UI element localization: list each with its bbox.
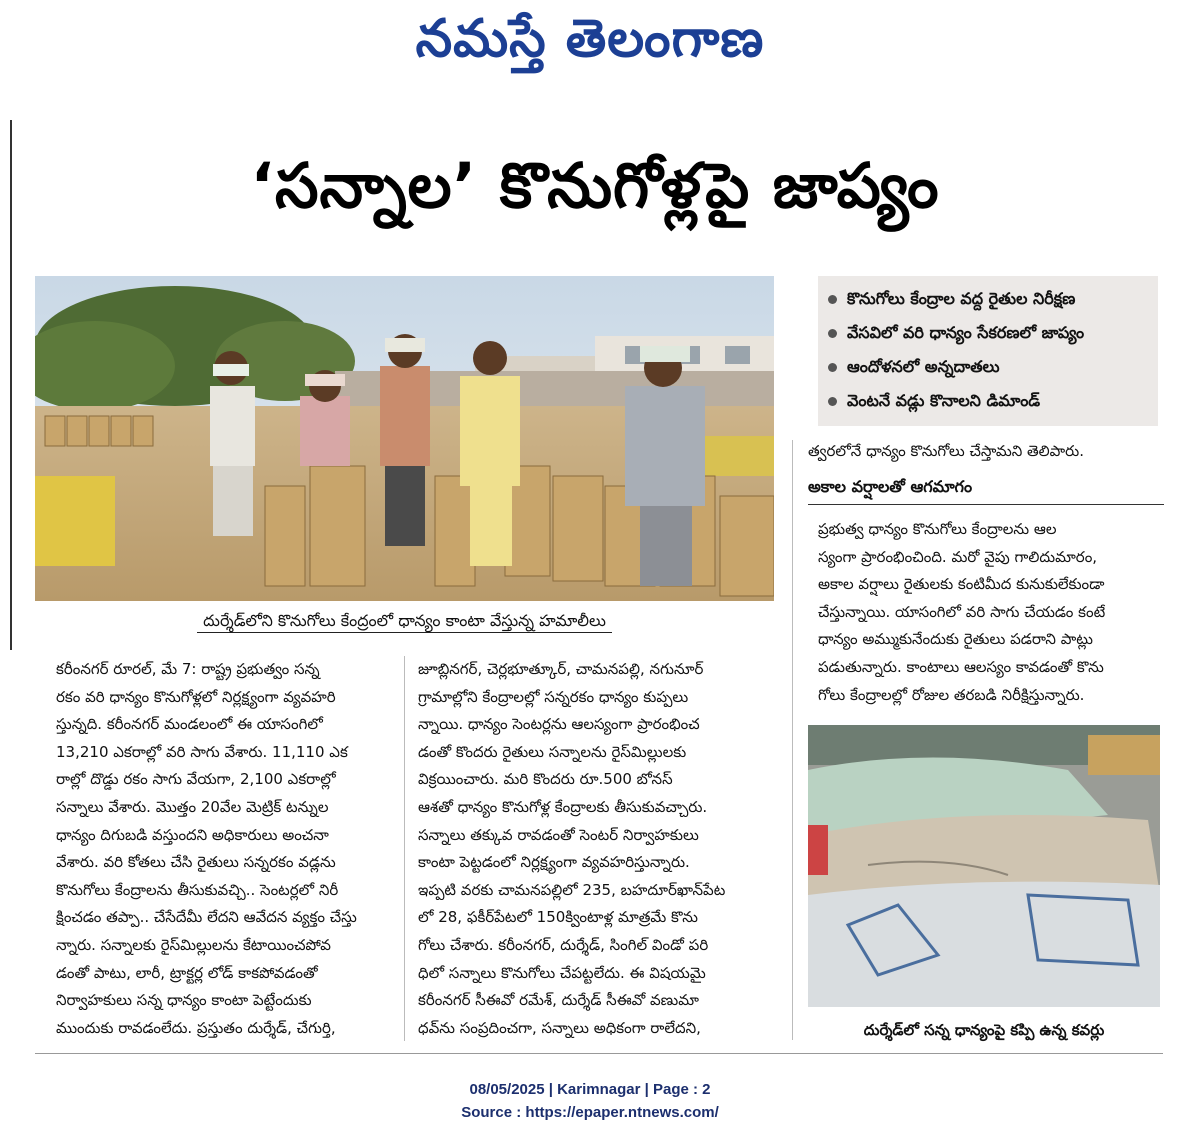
photo-tarps-illustration xyxy=(808,725,1160,1007)
highlight-item xyxy=(828,350,1150,384)
text-line: నిర్వాహకులు సన్న ధాన్యం కాంటా పెట్టేందుకు xyxy=(56,991,312,1010)
text-line: క్షించడం తప్పా.. చేసేదేమీ లేదని ఆవేదన వ్యక్తం చేస్తు xyxy=(56,908,357,927)
highlight-item xyxy=(828,282,1150,316)
text-line: గోలు కేంద్రాలల్లో రోజుల తరబడి నిరీక్షిస్తున్నారు. xyxy=(818,685,1085,704)
text-line: సన్నాలు తక్కువ రావడంతో సెంటర్ నిర్వాహకులు xyxy=(418,825,699,844)
bullet-icon xyxy=(828,329,837,338)
text-line: లో 28, ఫకీర్‌పేటలో 150క్వింటాళ్ల మాత్రమే కొను xyxy=(418,908,698,927)
text-line: వేశారు. వరి కోతలు చేసి రైతులు సన్నరకం వడ్లను xyxy=(56,853,336,872)
text-line: స్యంగా ప్రారంభించింది. మరో వైపు గాలిదుమారం, xyxy=(818,547,1098,566)
text-line: కరీంనగర్ సీఈవో రమేశ్, దుర్శేడ్ సీఈవో వణుమా xyxy=(418,991,699,1010)
text-line: డంతో పాటు, లారీ, ట్రాక్టర్ల లోడ్ కాకపోవడంతో xyxy=(56,963,318,982)
text-line: రాల్లో దొడ్డు రకం సాగు వేయగా, 2,100 ఎకరాల్లో xyxy=(56,770,336,789)
article-column-2 xyxy=(418,656,774,1042)
bullet-icon xyxy=(828,363,837,372)
photo1-caption-text: దుర్శేడ్‌లోని కొనుగోలు కేంద్రంలో ధాన్యం కాంటా వేస్తున్న హమాలీలు xyxy=(197,611,612,633)
highlight-item xyxy=(828,384,1150,418)
column-divider xyxy=(404,656,405,1041)
text-line: 13,210 ఎకరాల్లో వరి సాగు వేశారు. 11,110 ఎక xyxy=(56,742,348,761)
text-line: ముందుకు రావడంలేదు. ప్రస్తుతం దుర్శేడ్, చేగుర్తి, xyxy=(56,1018,336,1037)
footer-date-edition: 08/05/2025 | Karimnagar | Page : 2 xyxy=(469,1081,711,1098)
text-line: అకాల వర్షాలు రైతులకు కంటిమీద కునుకులేకుండా xyxy=(818,575,1105,594)
col3-top-line: త్వరలోనే ధాన్యం కొనుగోలు చేస్తామని తెలిపారు. xyxy=(808,442,1084,460)
headline: ‘సన్నాల’ కొనుగోళ్లపై జాప్యం xyxy=(250,149,940,222)
text-line: సన్నాలు వేశారు. మొత్తం 20వేల మెట్రిక్ టన్నుల xyxy=(56,797,329,816)
text-line: కొనుగోలు కేంద్రాలను తీసుకువచ్చి.. సెంటర్లలో నిరీ xyxy=(56,880,339,899)
highlight-text: వెంటనే వడ్లు కొనాలని డిమాండ్ xyxy=(847,391,1041,410)
bullet-icon xyxy=(828,397,837,406)
text-line: న్నారు. సన్నాలకు రైస్‌మిల్లులను కేటాయించపోవ xyxy=(56,935,331,954)
text-line: కాంటా పెట్టడంలో నిర్లక్ష్యంగా వ్యవహరిస్తున్నారు. xyxy=(418,853,690,872)
text-line: డంతో కొందరు రైతులు సన్నాలను రైస్‌మిల్లులకు xyxy=(418,742,687,761)
footer-source: Source : https://epaper.ntnews.com/ xyxy=(461,1104,719,1121)
text-line: ధిలో సన్నాలు కొనుగోలు చేపట్టలేదు. ఈ విషయమై xyxy=(418,963,706,982)
highlight-text: ఆందోళనలో అన్నదాతలు xyxy=(847,357,1000,376)
left-rule xyxy=(10,120,12,650)
photo2-caption: దుర్శేడ్‌లో సన్న ధాన్యంపై కప్పి ఉన్న కవర్లు xyxy=(863,1021,1105,1039)
text-line: ఆశతో ధాన్యం కొనుగోళ్ల కేంద్రాలకు తీసుకువచ్చారు. xyxy=(418,797,708,816)
subheading: అకాల వర్షాలతో ఆగమాగం xyxy=(808,473,1164,505)
photo1-caption xyxy=(35,606,774,636)
text-line: విక్రయించారు. మరి కొందరు రూ.500 బోనస్ xyxy=(418,770,673,789)
photo-farmers-illustration xyxy=(35,276,774,601)
text-line: చేస్తున్నాయి. యాసంగిలో వరి సాగు చేయడం కంటే xyxy=(818,602,1106,621)
highlight-item xyxy=(828,316,1150,350)
highlights-box xyxy=(818,276,1158,426)
text-line: కరీంనగర్ రూరల్, మే 7: రాష్ట్ర ప్రభుత్వం సన్న xyxy=(56,660,320,678)
bullet-icon xyxy=(828,295,837,304)
text-line: స్తున్నది. కరీంనగర్ మండలంలో ఈ యాసంగిలో xyxy=(56,715,323,734)
article-column-3 xyxy=(818,516,1158,709)
text-line: గోలు చేశారు. కరీంనగర్, దుర్శేడ్, సింగిల్ విండో పరి xyxy=(418,935,709,954)
text-line: పడుతున్నారు. కాంటాలు ఆలస్యం కావడంతో కొను xyxy=(818,657,1104,676)
text-line: ధవ్‌ను సంప్రదించగా, సన్నాలు అధికంగా రాలేదని, xyxy=(418,1018,701,1037)
text-line: రకం వరి ధాన్యం కొనుగోళ్లలో నిర్లక్ష్యంగా వ్యవహరి xyxy=(56,687,336,706)
masthead-logo: నమస్తే తెలంగాణ xyxy=(415,8,765,69)
text-line: ధాన్యం అమ్ముకునేందుకు రైతులు పడరాని పాట్లు xyxy=(818,630,1093,649)
article-column-1 xyxy=(56,656,394,1042)
highlight-text: వేసవిలో వరి ధాన్యం సేకరణలో జాప్యం xyxy=(847,323,1085,342)
text-line: ప్రభుత్వ ధాన్యం కొనుగోలు కేంద్రాలను ఆల xyxy=(818,520,1057,538)
photo-grain-covered-tarps xyxy=(808,725,1160,1007)
highlight-text: కొనుగోలు కేంద్రాల వద్ద రైతుల నిరీక్షణ xyxy=(847,289,1076,308)
text-line: జూబ్లినగర్, చెర్లభూత్కూర్, చామనపల్లి, నగునూర్ xyxy=(418,660,704,678)
footer-rule xyxy=(35,1053,1163,1054)
text-line: న్నాయి. ధాన్యం సెంటర్లను ఆలస్యంగా ప్రారంభించ xyxy=(418,715,700,734)
text-line: ఇప్పటి వరకు చామనపల్లిలో 235, బహదూర్‌ఖాన్‌పేట xyxy=(418,880,726,899)
text-line: గ్రామాల్లోని కేంద్రాలల్లో సన్నరకం ధాన్యం కుప్పలు xyxy=(418,687,689,706)
text-line: ధాన్యం దిగుబడి వస్తుందని అధికారులు అంచనా xyxy=(56,825,329,844)
photo-farmers-grain-sacks xyxy=(35,276,774,601)
column-divider xyxy=(792,440,793,1040)
